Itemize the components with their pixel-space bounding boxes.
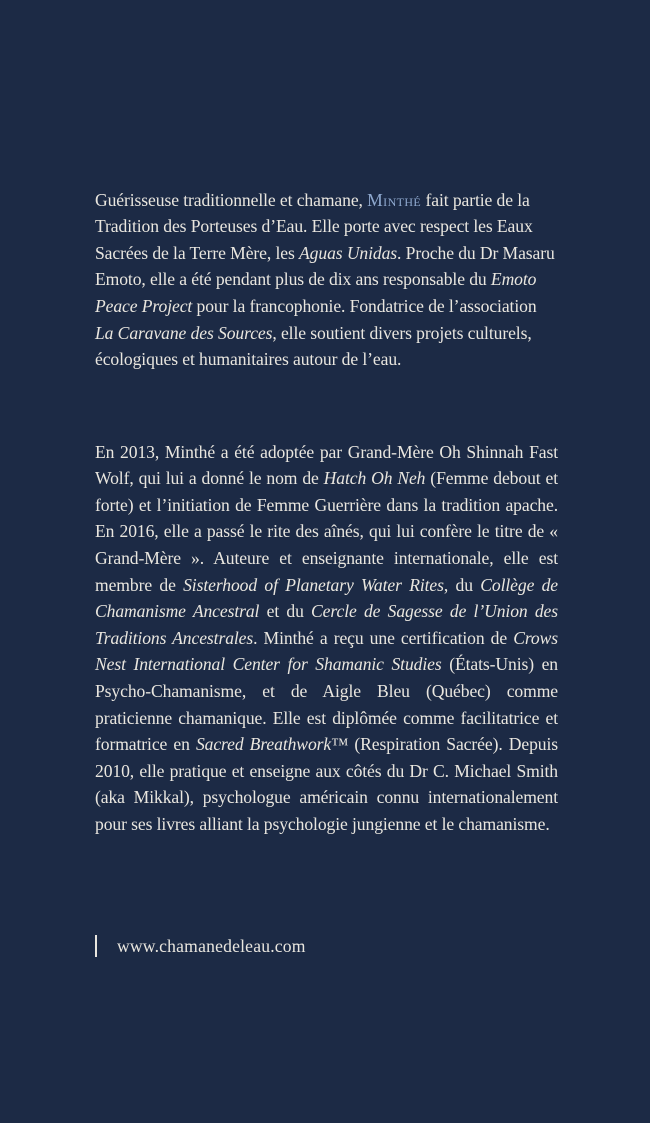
career-text: (Respiration Sacrée). Depuis 2010, elle pratique et enseigne aux côtés du Dr C. Michael Smith (aka Mikkal), psychologue américain connu internationalement pour ses livres alliant la psychologie jungienne et le chamanisme.	[95, 734, 558, 834]
bio-text: pour la francophonie. Fondatrice de l’association	[192, 295, 537, 316]
bio-italic-text: Emoto Peace Project	[95, 269, 537, 316]
career-text: En 2013, Minthé a été adoptée par Grand-Mère Oh Shinnah Fast Wolf, qui lui a donné le nom de	[95, 441, 558, 489]
career-text: (États-Unis) en Psycho-Chamanisme, et de Aigle Bleu (Québec) comme praticienne chamanique. Elle est diplômée comme facilitatrice et formatrice en	[95, 654, 558, 755]
author-bio-paragraph	[95, 187, 558, 373]
website-link[interactable]: www.chamanedeleau.com	[117, 935, 306, 956]
career-italic-text: Cercle de Sagesse de l’Union des Traditions Ancestrales	[95, 601, 558, 648]
career-text: , du	[443, 574, 481, 595]
bio-text: fait partie de la Tradition des Porteuses d’Eau. Elle porte avec respect les Eaux Sacrées de la Terre Mère, les	[95, 189, 533, 263]
author-name: Minthé	[367, 189, 422, 210]
bio-text: . Proche du Dr Masaru Emoto, elle a été pendant plus de dix ans responsable du	[95, 242, 555, 290]
trademark-symbol: ™	[331, 734, 349, 755]
career-text: et du	[259, 601, 312, 622]
career-italic-text: Sacred Breathwork	[195, 734, 332, 755]
author-career-paragraph	[95, 439, 558, 838]
website-row	[95, 931, 306, 961]
website-divider-bar	[95, 935, 97, 957]
career-italic-text: Hatch Oh Neh	[323, 468, 426, 489]
career-text: (Femme debout et forte) et l’initiation de Femme Guerrière dans la tradition apache. En 2016, elle a passé le rite des aînés, qui lui confère le titre de « Grand-Mère ». Auteure et enseignante internationale, elle est membre de	[95, 468, 558, 595]
bio-text: , elle soutient divers projets culturels, écologiques et humanitaires autour de l’eau.	[95, 322, 532, 370]
bio-text: Guérisseuse traditionnelle et chamane,	[95, 189, 368, 210]
career-text: . Minthé a reçu une certification de	[253, 627, 514, 648]
bio-italic-text: La Caravane des Sources	[95, 322, 273, 343]
bio-italic-text: Aguas Unidas	[299, 242, 398, 263]
career-italic-text: Crows Nest International Center for Shamanic Studies	[95, 627, 559, 675]
career-italic-text: Sisterhood of Planetary Water Rites	[183, 574, 444, 595]
career-italic-text: Collège de Chamanisme Ancestral	[95, 574, 559, 622]
